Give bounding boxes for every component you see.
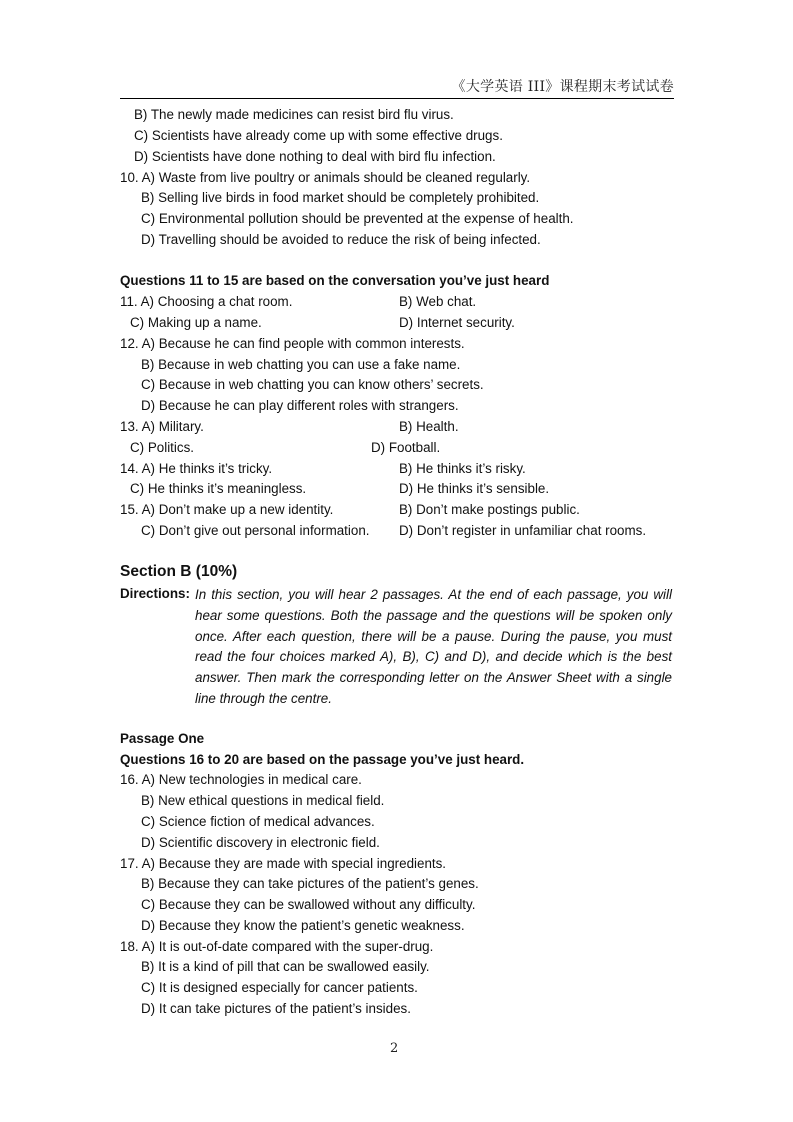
q17-option-b: B) Because they can take pictures of the patient’s genes. — [141, 876, 479, 891]
q14-option-b: B) He thinks it’s risky. — [399, 461, 526, 476]
q11-option-c: C) Making up a name. — [130, 315, 262, 330]
q17-option-a: 17. A) Because they are made with special ingredients. — [120, 856, 447, 871]
q13-option-d: D) Football. — [371, 440, 441, 455]
q9-option-c: C) Scientists have already come up with some effective drugs. — [134, 128, 503, 143]
section-b-title: Section B (10%) — [120, 563, 238, 580]
q14-option-c: C) He thinks it’s meaningless. — [130, 481, 307, 496]
q10-option-b: B) Selling live birds in food market should be completely prohibited. — [141, 190, 540, 205]
q13-option-c: C) Politics. — [130, 440, 194, 455]
q13-option-a: 13. A) Military. — [120, 419, 204, 434]
q18-option-d: D) It can take pictures of the patient’s insides. — [141, 1001, 411, 1016]
directions-label: Directions: — [120, 586, 190, 601]
q15-option-b: B) Don’t make postings public. — [399, 502, 580, 517]
page-header — [120, 76, 674, 99]
directions-text: In this section, you will hear 2 passages. At the end of each passage, you will hear some questions. Both the passage and the questions will be spoken only once. After each question, there will be a pause. During the pause, you must read the four choices marked A), B), C) and D), and decide which is the best answer. Then mark the corresponding letter on the Answer Sheet with a single line through the centre. — [195, 587, 672, 706]
q10-option-a: 10. A) Waste from live poultry or animals should be cleaned regularly. — [120, 170, 531, 185]
q15-option-c: C) Don’t give out personal information. — [141, 523, 370, 538]
q11-option-a: 11. A) Choosing a chat room. — [120, 294, 293, 309]
q9-option-d: D) Scientists have done nothing to deal with bird flu infection. — [134, 149, 496, 164]
q12-option-d: D) Because he can play different roles with strangers. — [141, 398, 459, 413]
q14-option-a: 14. A) He thinks it’s tricky. — [120, 461, 273, 476]
conversation-heading: Questions 11 to 15 are based on the conversation you’ve just heard — [120, 273, 550, 288]
q15-option-a: 15. A) Don’t make up a new identity. — [120, 502, 334, 517]
q12-option-b: B) Because in web chatting you can use a fake name. — [141, 357, 461, 372]
q13-option-b: B) Health. — [399, 419, 459, 434]
q9-option-b: B) The newly made medicines can resist bird flu virus. — [134, 107, 454, 122]
q12-option-c: C) Because in web chatting you can know others’ secrets. — [141, 377, 484, 392]
q18-option-b: B) It is a kind of pill that can be swallowed easily. — [141, 959, 430, 974]
q18-option-a: 18. A) It is out-of-date compared with the super-drug. — [120, 939, 434, 954]
q16-option-d: D) Scientific discovery in electronic field. — [141, 835, 380, 850]
page-number: 2 — [390, 1041, 399, 1056]
q12-option-a: 12. A) Because he can find people with common interests. — [120, 336, 465, 351]
q16-option-c: C) Science fiction of medical advances. — [141, 814, 375, 829]
q16-option-b: B) New ethical questions in medical field. — [141, 793, 385, 808]
passage-one-heading: Questions 16 to 20 are based on the passage you’ve just heard. — [120, 752, 525, 767]
exam-title: 《大学英语 III》课程期末考试试卷 — [451, 79, 674, 95]
q18-option-c: C) It is designed especially for cancer patients. — [141, 980, 418, 995]
q14-option-d: D) He thinks it’s sensible. — [399, 481, 550, 496]
q17-option-c: C) Because they can be swallowed without any difficulty. — [141, 897, 476, 912]
q17-option-d: D) Because they know the patient’s genetic weakness. — [141, 918, 465, 933]
q11-option-b: B) Web chat. — [399, 294, 477, 309]
q16-option-a: 16. A) New technologies in medical care. — [120, 772, 362, 787]
passage-one-title: Passage One — [120, 731, 205, 746]
q11-option-d: D) Internet security. — [399, 315, 515, 330]
q15-option-d: D) Don’t register in unfamiliar chat rooms. — [399, 523, 647, 538]
q10-option-d: D) Travelling should be avoided to reduce the risk of being infected. — [141, 232, 541, 247]
q10-option-c: C) Environmental pollution should be prevented at the expense of health. — [141, 211, 574, 226]
